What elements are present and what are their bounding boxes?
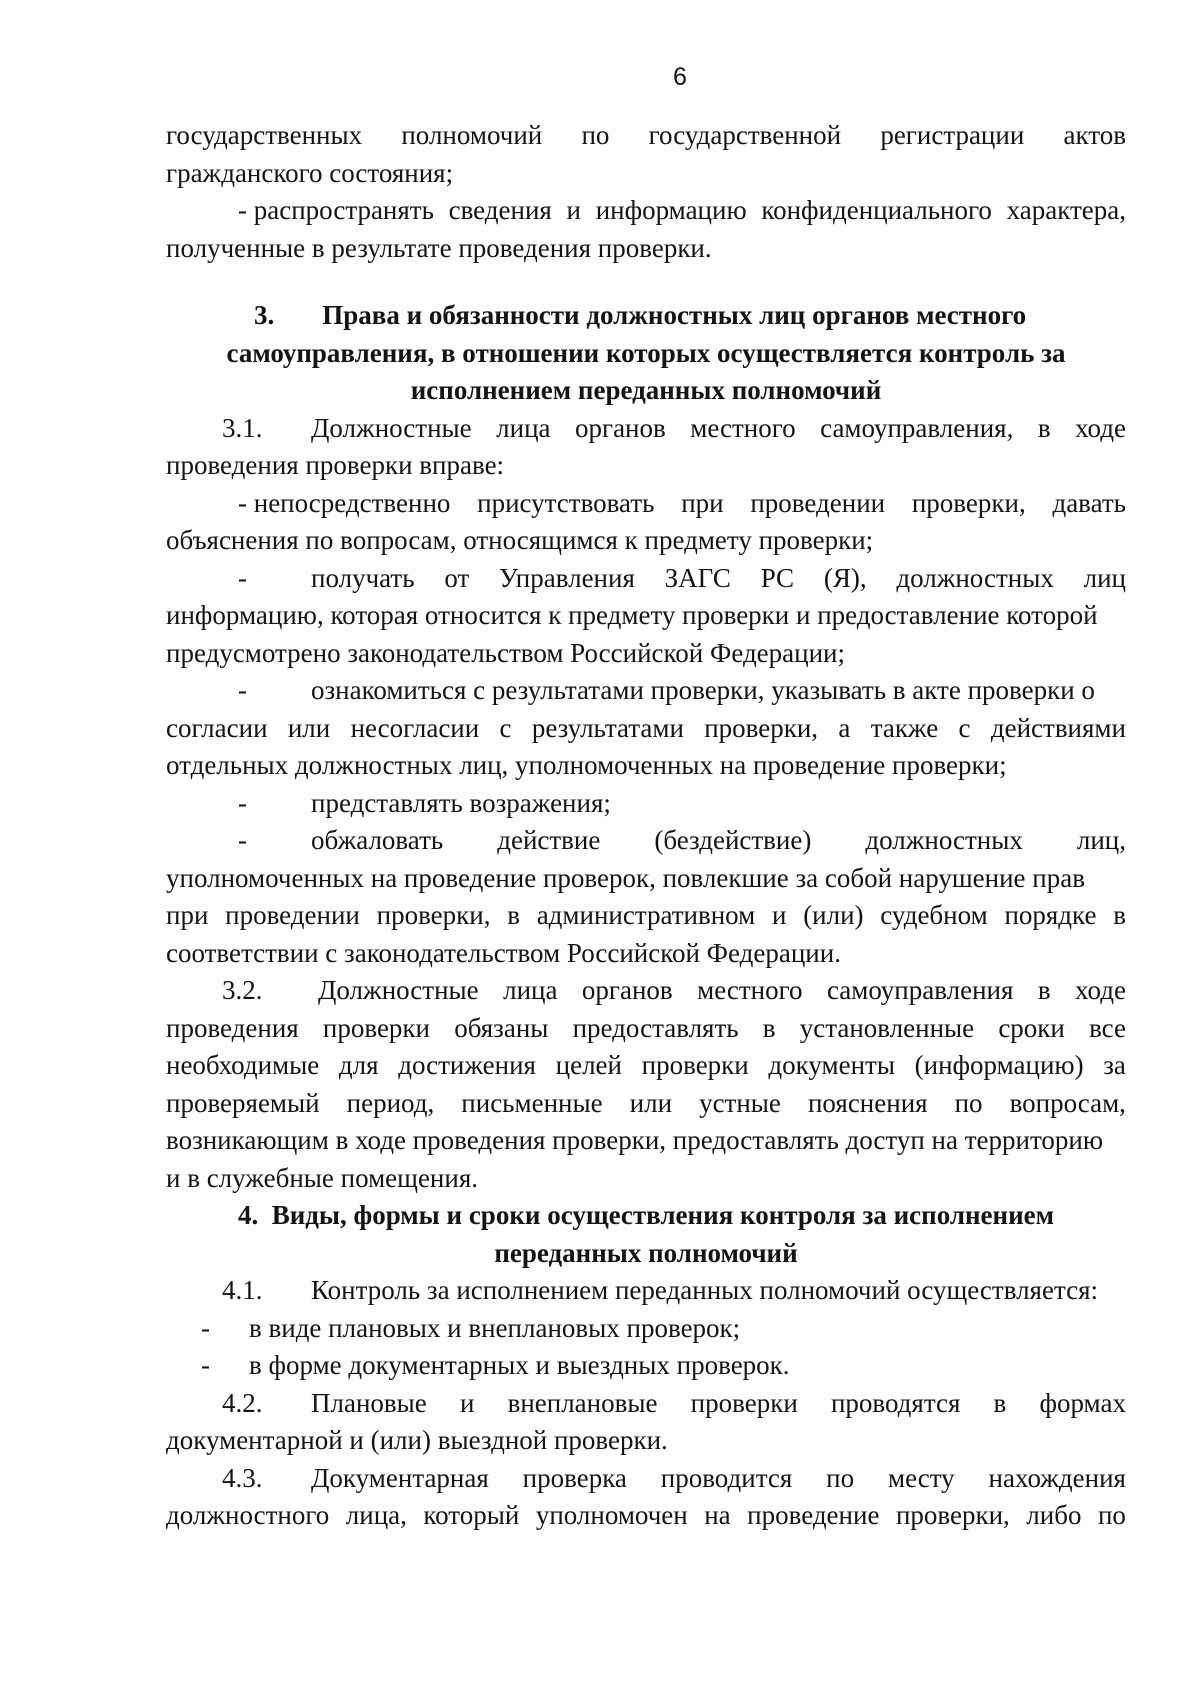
text-line: отдельных должностных лиц, уполномоченных на проведение проверки; (166, 750, 1007, 780)
section-3-heading (166, 297, 1126, 335)
section-3-heading-line: исполнением переданных полномочий (410, 375, 882, 405)
word: Должностные (311, 412, 472, 443)
word: по (1097, 1500, 1126, 1530)
text-line: предусмотрено законодательством Российской Федерации; (166, 637, 845, 668)
section-4-heading: 4. Виды, формы и сроки осуществления контроля за исполнением (237, 1200, 1055, 1230)
word: - распространять (238, 195, 434, 225)
document-body (166, 117, 1126, 1535)
list-item-text: в форме документарных и выездных проверок. (249, 1350, 790, 1380)
page-number: 6 (673, 63, 687, 91)
word: сведения (448, 195, 552, 225)
word: должностных (896, 562, 1054, 593)
text-line: представлять возражения; (311, 787, 611, 818)
word: характера, (1006, 195, 1126, 225)
paragraph-4-2 (166, 1385, 1126, 1423)
paragraph-number: 3.1. (222, 412, 263, 443)
paragraph-3-2 (166, 972, 1126, 1010)
text-line (166, 897, 1126, 935)
word: проведения (166, 1012, 299, 1043)
text-line (166, 117, 1126, 155)
list-item (166, 1310, 1126, 1348)
word: проверки (690, 1387, 798, 1418)
word: полномочий (401, 120, 543, 150)
word: должностных (865, 825, 1023, 855)
paragraph-number: 3.2. (222, 975, 263, 1005)
text-line (166, 1047, 1126, 1085)
word: а (838, 712, 851, 743)
text-line (318, 972, 1126, 1010)
word: проверки, (376, 900, 491, 930)
text-line: возникающим в ходе проведения проверки, предоставлять доступ на территорию (166, 1125, 1104, 1155)
word: местного (690, 412, 796, 443)
word: сроки (998, 1012, 1065, 1043)
text-line: документарной и (или) выездной проверки. (166, 1425, 668, 1455)
word: необходимые (166, 1050, 320, 1080)
text-line (166, 1010, 1126, 1048)
word: органов (581, 975, 673, 1005)
word: документы (768, 1050, 895, 1080)
bullet-dash: - (238, 787, 247, 818)
word: проверки, (704, 712, 819, 743)
word: действие (497, 825, 601, 855)
word: проведении (750, 487, 886, 518)
bullet-line (166, 485, 1126, 523)
word: Плановые (311, 1387, 427, 1418)
word: или (287, 712, 331, 743)
word: (или) (803, 900, 864, 930)
word: на (704, 1500, 731, 1530)
word: ходе (1075, 975, 1126, 1005)
word: получать (311, 562, 415, 593)
word: самоуправления (826, 975, 1014, 1005)
word: действиями (990, 712, 1126, 743)
section-4-heading-line: переданных полномочий (494, 1237, 798, 1268)
word: результатами (531, 712, 684, 743)
paragraph-number: 4.1. (222, 1275, 263, 1305)
word: присутствовать (477, 487, 655, 518)
word: проверки, (895, 1500, 1010, 1530)
word: достижения (398, 1050, 536, 1080)
word: обязаны (454, 1012, 549, 1043)
word: формах (1039, 1387, 1126, 1418)
word: за (1103, 1050, 1126, 1080)
word: проведение (747, 1500, 880, 1530)
word: местного (697, 975, 803, 1005)
word: и (772, 900, 787, 930)
text-line (311, 560, 1126, 598)
word: в (993, 1387, 1007, 1418)
word: либо (1026, 1500, 1082, 1530)
word: согласии (166, 712, 268, 743)
word: самоуправления, (820, 412, 1014, 443)
word: (Я), (823, 562, 867, 593)
word: государственной (648, 120, 842, 150)
word: лиц, (1076, 825, 1126, 855)
word: месту (887, 1462, 955, 1493)
word: ходе (1075, 412, 1126, 443)
text-line: соответствии с законодательством Российской Федерации. (166, 937, 841, 968)
bullet-dash: - (238, 562, 247, 593)
word: или (629, 1087, 673, 1118)
word: и (566, 195, 581, 225)
paragraph-number: 4.2. (222, 1387, 263, 1418)
bullet-line (166, 785, 1126, 823)
text-line (166, 1497, 1126, 1535)
word: пояснения (807, 1087, 928, 1118)
word: порядке (1004, 900, 1097, 930)
word: должностного (166, 1500, 330, 1530)
bullet-line (166, 822, 1126, 860)
text-line (166, 192, 1126, 230)
text-line (311, 410, 1126, 448)
word: предоставлять (572, 1012, 739, 1043)
word: проверка (522, 1462, 627, 1493)
word: установленные (799, 1012, 975, 1043)
word: проверяемый (166, 1087, 320, 1118)
word: и (459, 1387, 475, 1418)
word: проводится (660, 1462, 793, 1493)
bullet-line (166, 672, 1126, 710)
word: с (958, 712, 971, 743)
text-line: Контроль за исполнением переданных полномочий осуществляется: (311, 1275, 1098, 1305)
section-3-number: 3. (254, 300, 275, 330)
text-line (311, 1460, 1126, 1498)
text-line (311, 822, 1126, 860)
section-3-heading-line: самоуправления, в отношении которых осуществляется контроль за (226, 337, 1066, 368)
word: лиц (1083, 562, 1126, 593)
word: нахождения (988, 1462, 1126, 1493)
bullet-line (166, 560, 1126, 598)
word: при (166, 900, 209, 930)
word: - непосредственно (238, 487, 451, 518)
word: период, (346, 1087, 435, 1118)
bullet-dash: - (201, 1312, 210, 1343)
text-line: проведения проверки вправе: (166, 450, 505, 480)
word: в (1037, 412, 1051, 443)
word: (бездействие) (654, 825, 812, 855)
word: конфиденциального (761, 195, 992, 225)
list-item-text: в виде плановых и внеплановых проверок; (249, 1312, 741, 1343)
text-line: объяснения по вопросам, относящимся к предмету проверки; (166, 525, 874, 555)
text-line (311, 1385, 1126, 1423)
word: письменные (461, 1087, 603, 1118)
word: для (338, 1050, 379, 1080)
word: целей (555, 1050, 622, 1080)
word: Должностные (318, 975, 479, 1005)
text-line: ознакомиться с результатами проверки, указывать в акте проверки о (311, 675, 1095, 705)
word: информацию (595, 195, 747, 225)
word: обжаловать (311, 825, 444, 855)
word: от (444, 562, 470, 593)
word: устные (699, 1087, 781, 1118)
word: в (1113, 900, 1126, 930)
word: государственных (166, 120, 363, 150)
section-3-title: Права и обязанности должностных лиц органов местного (322, 300, 1027, 330)
word: Документарная (311, 1462, 489, 1493)
word: органов (575, 412, 666, 443)
word: РС (760, 562, 795, 593)
word: также (870, 712, 939, 743)
word: по (581, 120, 610, 150)
word: проведении (225, 900, 360, 930)
word: по (826, 1462, 855, 1493)
text-line: полученные в результате проведения проверки. (166, 232, 712, 263)
word: все (1089, 1012, 1126, 1043)
text-line: и в служебные помещения. (166, 1162, 478, 1193)
word: по (954, 1087, 983, 1118)
bullet-dash: - (238, 825, 247, 855)
list-item (166, 1347, 1126, 1385)
word: в (762, 1012, 776, 1043)
text-line: информацию, которая относится к предмету проверки и предоставление которой (166, 600, 1098, 630)
paragraph-number: 4.3. (222, 1462, 263, 1493)
word: давать (1052, 487, 1126, 518)
bullet-dash: - (201, 1350, 210, 1380)
word: ЗАГС (664, 562, 731, 593)
paragraph-4-3 (166, 1460, 1126, 1498)
text-line: гражданского состояния; (166, 157, 454, 188)
word: при (681, 487, 724, 518)
word: лица (503, 975, 558, 1005)
word: который (423, 1500, 520, 1530)
word: судебном (880, 900, 988, 930)
word: административном (536, 900, 756, 930)
word: проводятся (830, 1387, 961, 1418)
word: несогласии (350, 712, 480, 743)
paragraph-3-1 (166, 410, 1126, 448)
paragraph-4-1 (166, 1272, 1126, 1310)
word: в (507, 900, 520, 930)
word: лица, (345, 1500, 407, 1530)
word: актов (1063, 120, 1126, 150)
text-line (166, 710, 1126, 748)
word: уполномочен (535, 1500, 688, 1530)
word: вопросам, (1009, 1087, 1126, 1118)
word: в (1037, 975, 1051, 1005)
word: проверки (322, 1012, 430, 1043)
word: (информацию) (914, 1050, 1084, 1080)
word: внеплановые (507, 1387, 658, 1418)
word: лица (496, 412, 551, 443)
word: проверки, (911, 487, 1026, 518)
text-line (166, 1085, 1126, 1123)
word: проверки (641, 1050, 749, 1080)
word: Управления (499, 562, 635, 593)
word: с (499, 712, 512, 743)
text-line: уполномоченных на проведение проверок, повлекшие за собой нарушение прав (166, 862, 1085, 893)
word: регистрации (880, 120, 1025, 150)
bullet-dash: - (238, 675, 247, 705)
